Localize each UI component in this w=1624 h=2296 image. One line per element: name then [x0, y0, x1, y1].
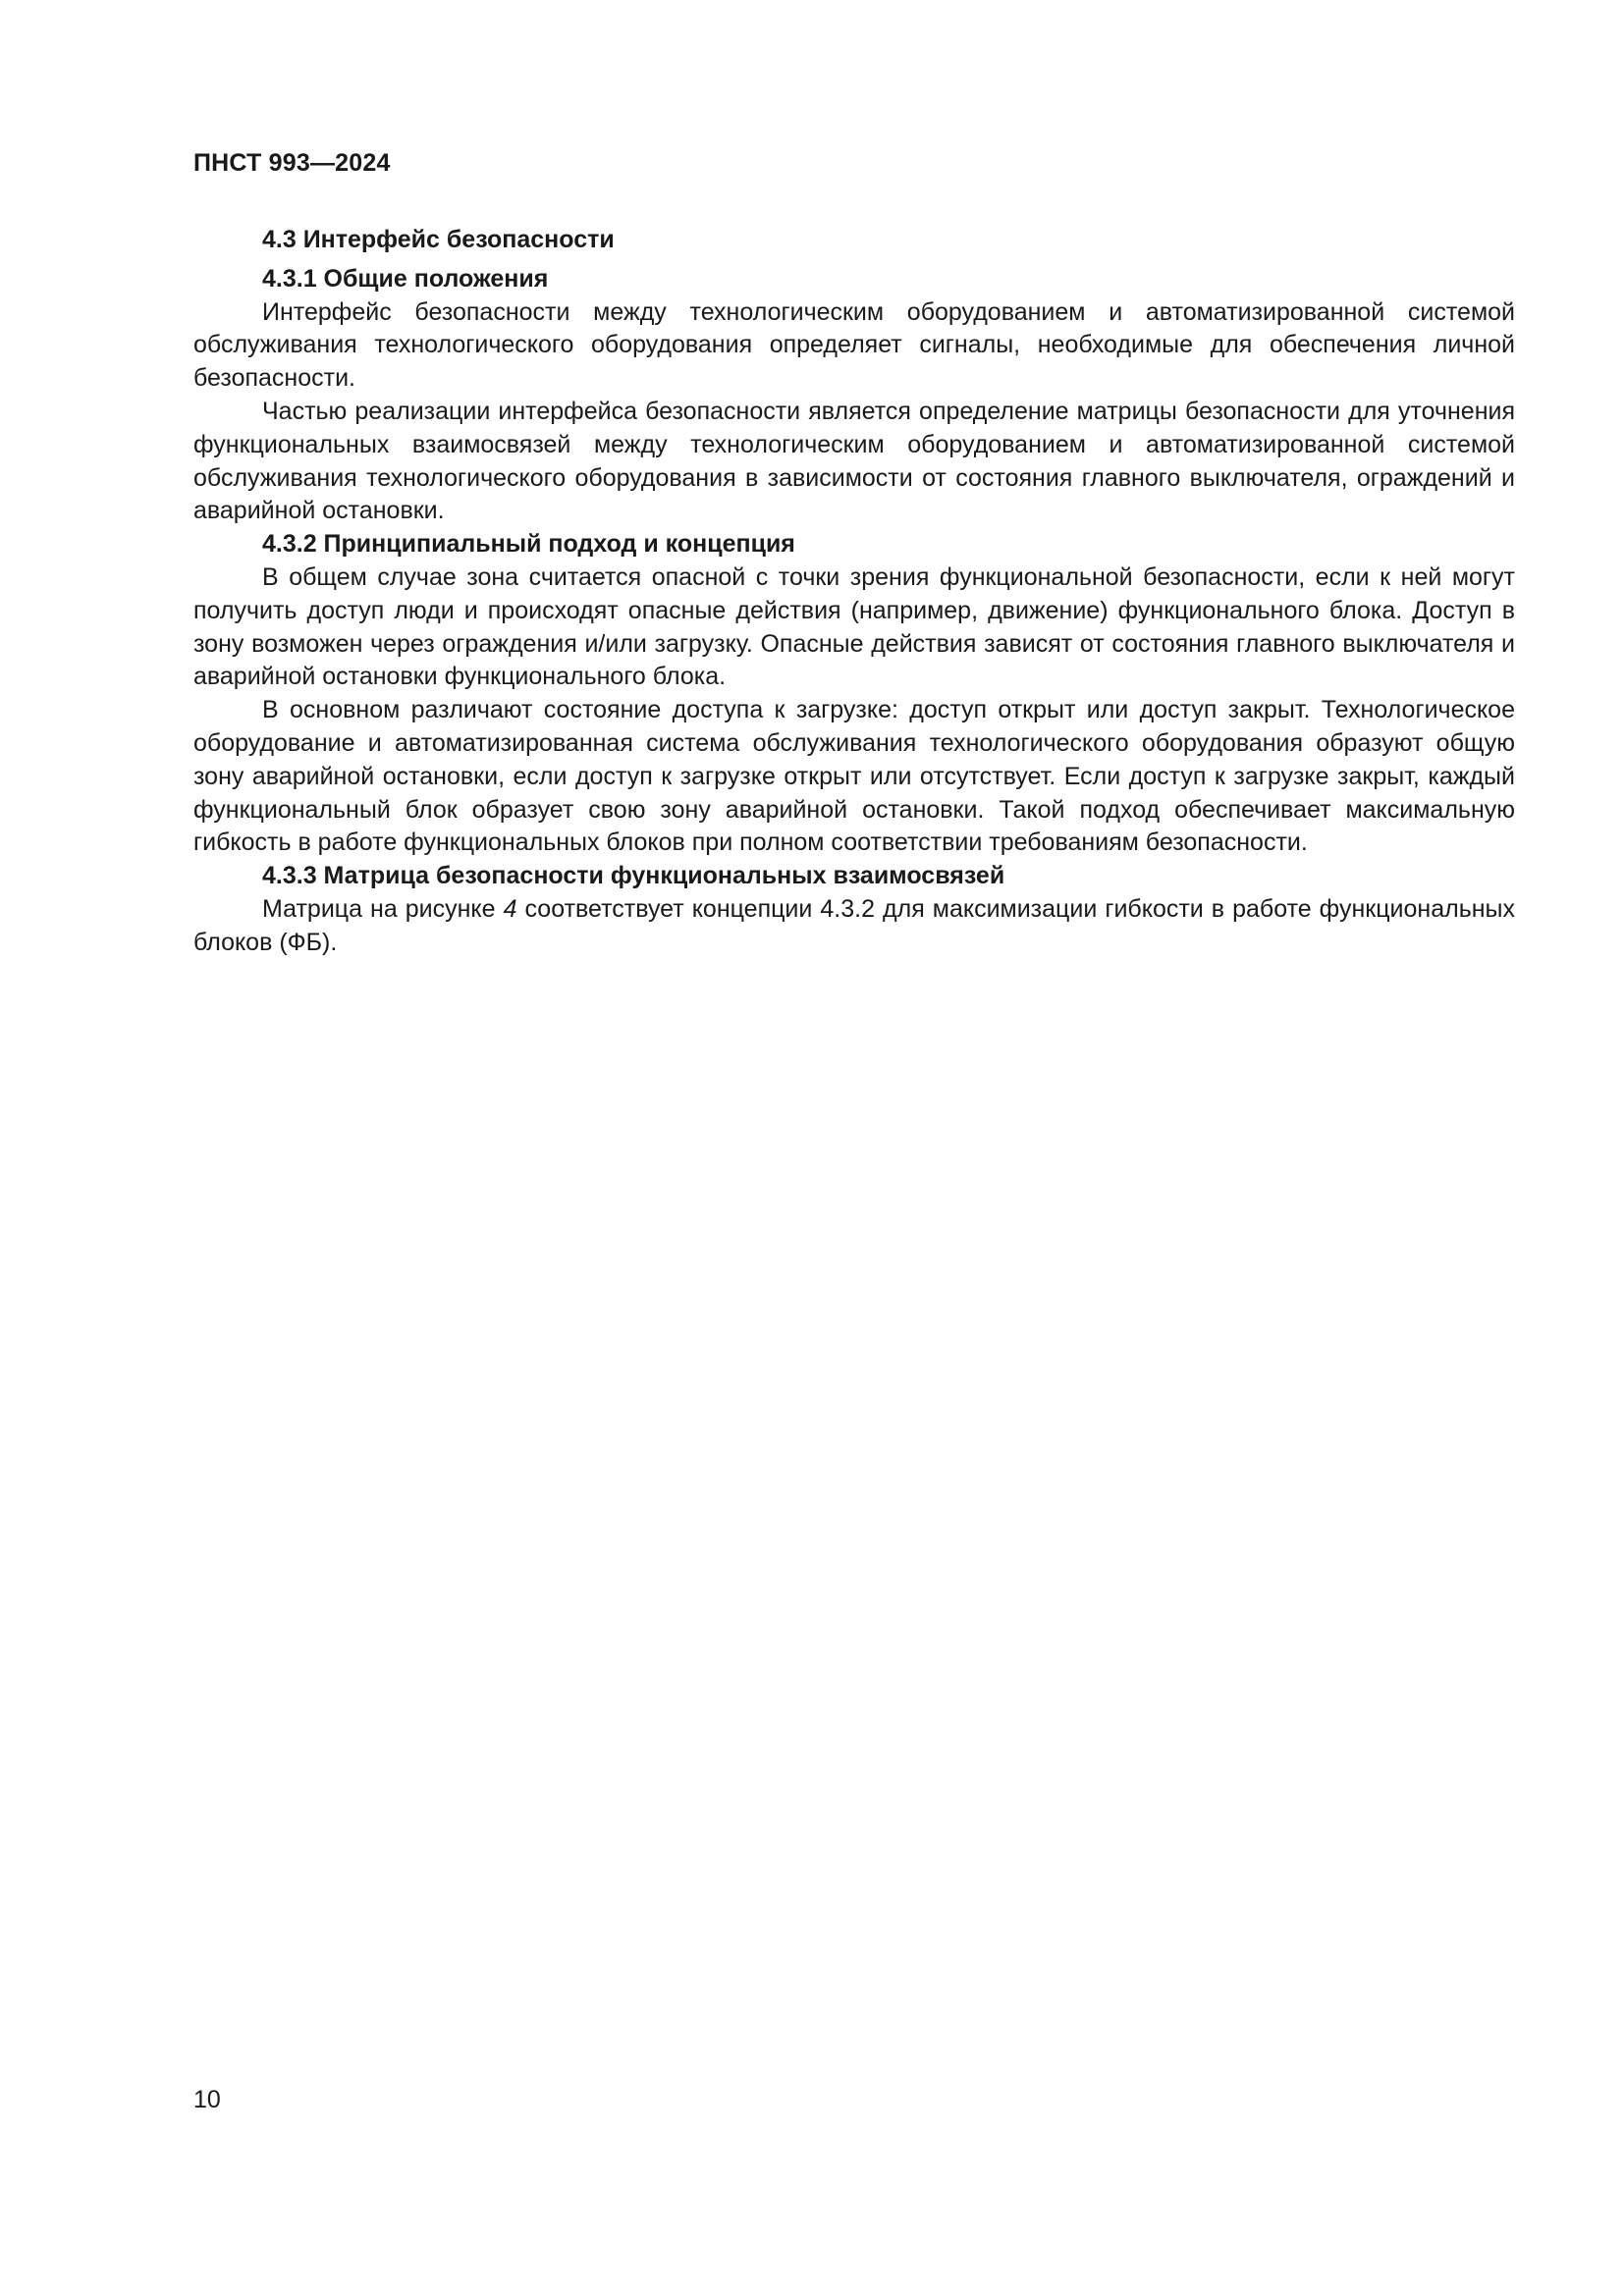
section-4-3-3-title: 4.3.3 Матрица безопасности функциональных взаимосвязей — [262, 862, 1005, 890]
section-4-3-1-title: 4.3.1 Общие положения — [262, 264, 549, 293]
section-4-3-1-paragraph-2: Частью реализации интерфейса безопасности является определение матрицы безопасности для уточнения функциональных взаимосвязей между технологическим оборудованием и автоматизированной системой обслуживания технологического оборудования в зависимости от состояния главного выключателя, ограждений и аварийной остановки. — [193, 397, 1515, 525]
section-4-3-2-title: 4.3.2 Принципиальный подход и концепция — [262, 530, 795, 559]
page-number: 10 — [193, 2086, 221, 2113]
document-body — [193, 224, 1515, 960]
section-4-3-3-paragraph-1 — [193, 893, 1515, 960]
section-4-3-2-paragraph-2: В основном различают состояние доступа к загрузке: доступ открыт или доступ закрыт. Технологическое оборудование и автоматизированная система обслуживания технологического оборудования образуют общую зону аварийной остановки, если доступ к загрузке открыт или отсутствует. Если доступ к загрузке закрыт, каждый функциональный блок образует свою зону аварийной остановки. Такой подход обеспечивает максимальную гибкость в работе функциональных блоков при полном соответствии требованиям безопасности. — [193, 696, 1515, 857]
figure-reference-number: 4 — [503, 894, 517, 923]
section-4-3-title: 4.3 Интерфейс безопасности — [262, 226, 615, 253]
figure-reference-suffix: соответствует концепции 4.3.2 для максимизации гибкости в работе функциональных блоков (ФБ). — [193, 894, 1515, 956]
document-header: ПНСТ 993—2024 — [193, 149, 391, 177]
section-4-3-2-paragraph-1: В общем случае зона считается опасной с точки зрения функциональной безопасности, если к ней могут получить доступ люди и происходят опасные действия (например, движение) функционального блока. Доступ в зону возможен через ограждения и/или загрузку. Опасные действия зависят от состояния главного выключателя и аварийной остановки функционального блока. — [193, 562, 1515, 691]
figure-reference-prefix: Матрица на рисунке — [262, 894, 504, 923]
section-4-3-1-paragraph-1: Интерфейс безопасности между технологическим оборудованием и автоматизированной системой обслуживания технологического оборудования определяет сигналы, необходимые для обеспечения личной безопасности. — [193, 297, 1515, 393]
